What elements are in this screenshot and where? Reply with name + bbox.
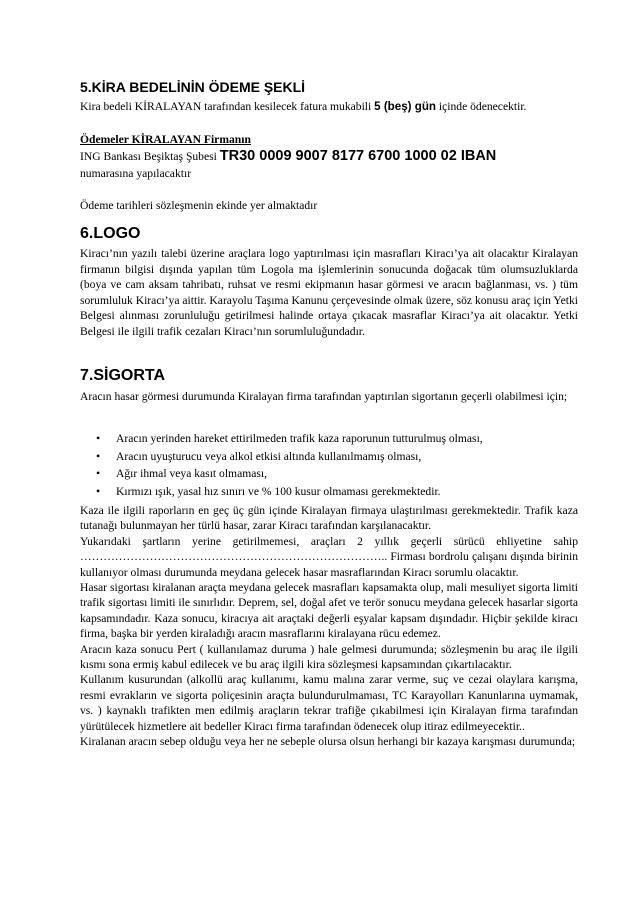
section-5-heading: 5.KİRA BEDELİNİN ÖDEME ŞEKLİ: [80, 79, 306, 95]
misuse-paragraph: Kullanım kusurundan (alkollü araç kullanımı, kamu malına zarar verme, suç ve cezai olaylara karışma, resmi evrakların ve sigorta poliçesinin araçta bulundurulmaması, TC Karayolları Kanunlarına uymamak, vs. ) kaynaklı trafikten men edilmiş araçların tekrar trafiğe çıkabilmesi için Kiralayan firma tarafından yürütülecek hizmetlere ait bedeller Kiracı firma tarafından ödenecek olup itiraz edilmeyecektir..: [80, 673, 578, 733]
bullet-icon: •: [96, 448, 101, 463]
accident-paragraph: Kiralanan aracın sebep olduğu veya her ne sebeple olursa olsun herhangi bir kazaya karışması durumunda;: [80, 735, 576, 749]
list-item: [80, 465, 578, 483]
payment-term-post: içinde ödenecektir.: [436, 100, 527, 113]
insurance-paragraphs: [80, 503, 578, 750]
bank-line: [80, 149, 578, 164]
bullet-icon: •: [96, 466, 101, 480]
bullet-icon: •: [96, 483, 101, 498]
total-loss-paragraph: Aracın kaza sonucu Pert ( kullanılamaz duruma ) hale gelmesi durumunda; sözleşmenin bu araç ile ilgili kısmı sona ermiş kabul edilecek ve bu araç ilgili kira sözleşmesi kapsamından çıkartılacaktır.: [80, 642, 578, 672]
list-item-text: Aracın uyuşturucu veya alkol etkisi altında kullanılmamış olması,: [116, 449, 422, 463]
logo-paragraph: Kiracı’nın yazılı talebi üzerine araçlara logo yaptırılması için masrafları Kiracı’ya ait olacaktır Kiralayan firmanın bilgisi dışında yapılan tüm Logola ma işlemlerinin sonucunda doğacak tüm olumsuzluklarda (boya ve cam aksam tahribatı, ruhsat ve resmi ekipmanın hasar görmesi ve aracın bağlanması, vs. ) tüm sorumluluk Kiracı’ya aittir. Karayolu Taşıma Kanunu çerçevesinde olmak üzere, söz konusu araç için Yetki Belgesi alınması zorunluluğu getirilmesi halinde ortaya çıkacak masraflar Kiracı’ya ait olacaktır. Yetki Belgesi ile ilgili trafik cezaları Kiracı’nın sorumluluğundadır.: [80, 247, 578, 338]
bullet-icon: •: [96, 431, 101, 445]
list-item: [80, 483, 578, 501]
coverage-paragraph: Hasar sigortası kiralanan araçta meydana gelecek masrafları kapsamakta olup, mali mesuliyet sigorta limiti trafik sigortası limiti ile sınırlıdır. Deprem, sel, doğal afet ve terör sonucu meydana gelecek hasarlar sigorta kapsamındadır. Kaza sonucu, kiracıya ait araçtaki değerli eşyalar kapsam dışındadır. Hiçbir şekilde kiracı firma, başka bir yerden kiraladığı aracın masraflarını kiralayana rücu edemez.: [80, 581, 578, 641]
report-deadline-paragraph: Kaza ile ilgili raporların en geç üç gün içinde Kiralayan firmaya ulaştırılması gerekmektedir. Trafik kaza tutanağı bulunmayan her türlü hasar, zarar Kiracı tarafından karşılanacaktır.: [80, 504, 578, 533]
list-item: [80, 430, 578, 448]
list-item-text: Aracın yerinden hareket ettirilmeden trafik kaza raporunun tutturulmuş olması,: [116, 432, 483, 445]
payee-label: Ödemeler KİRALAYAN Firmanın: [80, 133, 251, 146]
insurance-intro: Aracın hasar görmesi durumunda Kiralayan firma tarafından yaptırılan sigortanın geçerli olabilmesi için;: [80, 390, 568, 403]
payment-dates-note: Ödeme tarihleri sözleşmenin ekinde yer almaktadır: [80, 199, 318, 212]
payment-term-pre: Kira bedeli KİRALAYAN tarafından kesilecek fatura mukabili: [80, 100, 375, 113]
section-6-heading: 6.LOGO: [80, 225, 141, 242]
insurance-conditions-list: [80, 430, 578, 500]
driver-requirements-paragraph: Yukarıdaki şartların yerine getirilmemesi, araçları 2 yıllık geçerli sürücü ehliyetine sahip …………………………………………………………………….. Firması bordrolu çalışanı dışında birinin kullanıyor olması durumunda meydana gelecek hasar masraflarından Kiracı sorumlu olacaktır.: [80, 534, 578, 579]
iban-tail: numarasına yapılacaktır: [80, 167, 192, 180]
iban-number: TR30 0009 9007 8177 6700 1000 02 IBAN: [219, 148, 497, 164]
bank-name: ING Bankası Beşiktaş Şubesi: [80, 150, 220, 163]
list-item: [80, 448, 578, 466]
payment-term-days: 5 (beş) gün: [374, 100, 436, 113]
section-7-heading: 7.SİGORTA: [80, 367, 166, 384]
payment-term-line: [80, 99, 578, 114]
list-item-text: Ağır ihmal veya kasıt olmaması,: [116, 467, 268, 480]
list-item-text: Kırmızı ışık, yasal hız sınırı ve % 100 kusur olmaması gerekmektedir.: [116, 484, 441, 498]
